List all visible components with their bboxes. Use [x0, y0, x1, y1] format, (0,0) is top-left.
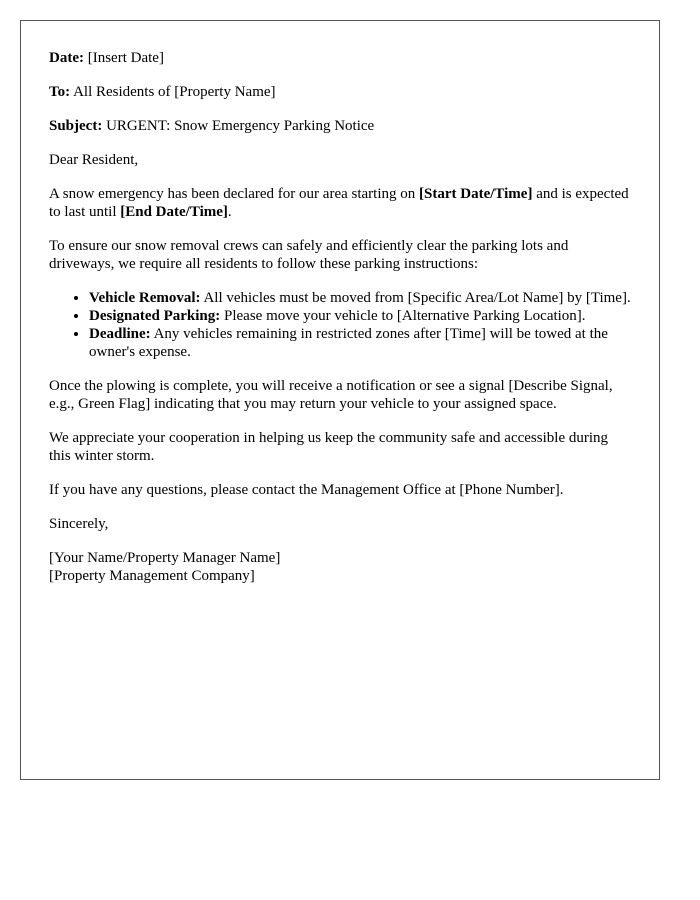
- list-item: [89, 307, 631, 325]
- subject-value: URGENT: Snow Emergency Parking Notice: [106, 118, 375, 134]
- to-line: [49, 83, 631, 101]
- instruction-text: Any vehicles remaining in restricted zones after [Time] will be towed at the owner's expense.: [89, 326, 608, 360]
- list-item: [89, 289, 631, 307]
- instruction-text: All vehicles must be moved from [Specific Area/Lot Name] by [Time].: [200, 290, 631, 306]
- paragraph-emergency: [49, 185, 631, 221]
- instruction-text: Please move your vehicle to [Alternative Parking Location].: [220, 308, 586, 324]
- paragraph-appreciation: We appreciate your cooperation in helping us keep the community safe and accessible during this winter storm.: [49, 430, 609, 464]
- to-label: To:: [49, 84, 71, 100]
- instruction-label: Deadline:: [89, 326, 151, 342]
- instruction-label: Designated Parking:: [89, 308, 221, 324]
- subject-line: [49, 117, 631, 135]
- list-item: [89, 325, 631, 361]
- instructions-list: [49, 289, 631, 361]
- signature-company: [Property Management Company]: [49, 568, 255, 584]
- end-date-placeholder: [End Date/Time]: [120, 204, 228, 220]
- signoff: Sincerely,: [49, 516, 109, 532]
- paragraph-return: Once the plowing is complete, you will receive a notification or see a signal [Describe Signal, e.g., Green Flag] indicating that you may return your vehicle to your assigned space.: [49, 378, 613, 412]
- p1-part1: A snow emergency has been declared for our area starting on: [49, 186, 419, 202]
- greeting: Dear Resident,: [49, 152, 139, 168]
- date-label: Date:: [49, 50, 84, 66]
- date-value: [Insert Date]: [87, 50, 164, 66]
- start-date-placeholder: [Start Date/Time]: [419, 186, 533, 202]
- paragraph-contact: If you have any questions, please contact the Management Office at [Phone Number].: [49, 482, 564, 498]
- to-value: All Residents of [Property Name]: [73, 84, 276, 100]
- signature-name: [Your Name/Property Manager Name]: [49, 550, 281, 566]
- letter-document: [20, 20, 660, 780]
- instruction-label: Vehicle Removal:: [89, 290, 201, 306]
- p1-part2: and is expected to last until: [49, 186, 629, 220]
- p1-part3: .: [227, 204, 232, 220]
- paragraph-instructions-intro: To ensure our snow removal crews can safely and efficiently clear the parking lots and driveways, we require all residents to follow these parking instructions:: [49, 238, 569, 272]
- date-line: [49, 49, 631, 67]
- subject-label: Subject:: [49, 118, 103, 134]
